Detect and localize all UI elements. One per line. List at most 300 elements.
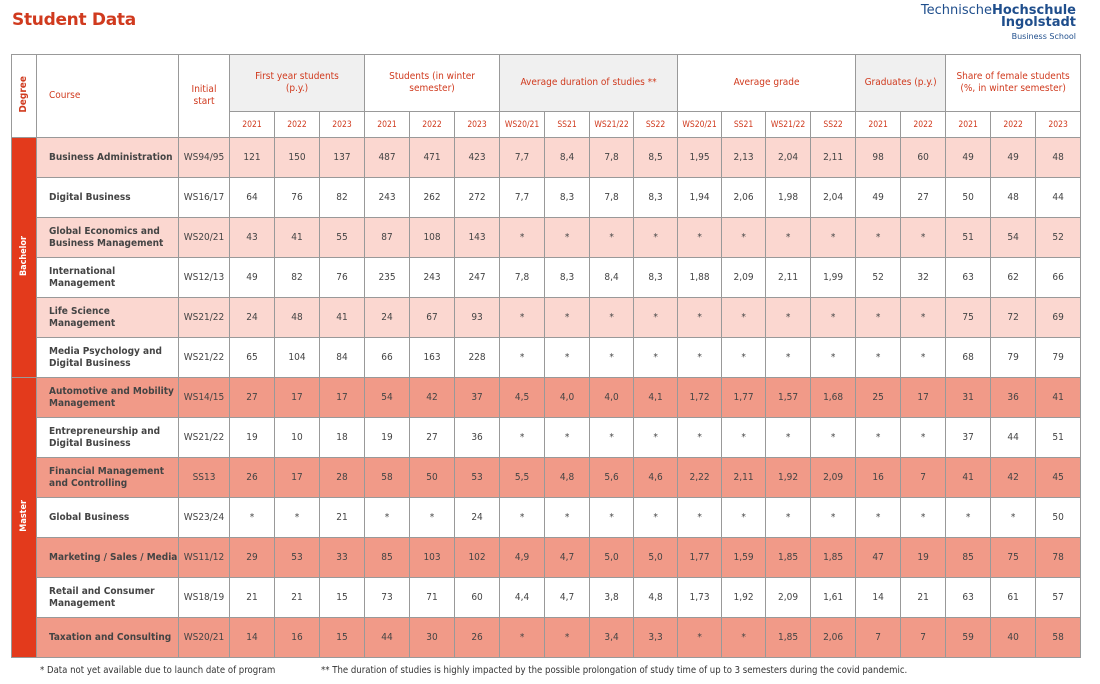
table-cell: 14 <box>230 618 275 658</box>
table-cell: * <box>811 338 856 378</box>
table-cell: 103 <box>410 538 455 578</box>
table-cell: 63 <box>946 578 991 618</box>
course-header: Course <box>37 55 179 138</box>
student-data-table <box>11 54 1081 658</box>
table-cell: 4,5 <box>500 378 545 418</box>
table-cell: 82 <box>275 258 320 298</box>
table-cell: 7 <box>901 618 946 658</box>
table-cell: 36 <box>455 418 500 458</box>
subheader-graduates-0: 2021 <box>856 112 901 138</box>
table-cell: * <box>856 498 901 538</box>
table-cell: 45 <box>1036 458 1081 498</box>
table-cell: * <box>634 298 678 338</box>
table-row <box>12 258 1081 298</box>
table-cell: * <box>545 338 590 378</box>
table-cell: 150 <box>275 138 320 178</box>
table-cell: * <box>901 418 946 458</box>
table-cell: 8,4 <box>545 138 590 178</box>
table-cell: 72 <box>991 298 1036 338</box>
table-cell: 76 <box>275 178 320 218</box>
table-cell: 60 <box>901 138 946 178</box>
table-cell: 52 <box>856 258 901 298</box>
table-cell: 4,6 <box>634 458 678 498</box>
table-cell: 41 <box>275 218 320 258</box>
table-cell: * <box>590 498 634 538</box>
table-cell: * <box>590 418 634 458</box>
subheader-students-2: 2023 <box>455 112 500 138</box>
table-cell: 19 <box>230 418 275 458</box>
table-cell: 40 <box>991 618 1036 658</box>
table-cell: 8,4 <box>590 258 634 298</box>
table-cell: 15 <box>320 618 365 658</box>
table-cell: * <box>811 498 856 538</box>
initial-start: WS23/24 <box>179 498 230 538</box>
table-cell: * <box>678 618 722 658</box>
subheader-avg-grade-2: WS21/22 <box>766 112 811 138</box>
table-cell: 7,8 <box>590 138 634 178</box>
table-cell: 21 <box>230 578 275 618</box>
table-cell: * <box>766 218 811 258</box>
table-cell: 41 <box>320 298 365 338</box>
table-row <box>12 498 1081 538</box>
table-cell: 17 <box>275 458 320 498</box>
table-cell: * <box>856 338 901 378</box>
table-cell: * <box>545 418 590 458</box>
table-cell: 52 <box>1036 218 1081 258</box>
table-cell: 4,0 <box>590 378 634 418</box>
table-cell: 228 <box>455 338 500 378</box>
table-cell: 17 <box>275 378 320 418</box>
initial-start: WS20/21 <box>179 618 230 658</box>
table-cell: 42 <box>991 458 1036 498</box>
course-name: Taxation and Consulting <box>37 618 179 658</box>
initial-start-header: Initial start <box>179 55 230 138</box>
table-cell: 51 <box>1036 418 1081 458</box>
initial-start: WS16/17 <box>179 178 230 218</box>
table-cell: 44 <box>365 618 410 658</box>
table-cell: 75 <box>946 298 991 338</box>
table-cell: 2,11 <box>722 458 766 498</box>
table-cell: 1,85 <box>766 618 811 658</box>
subheader-avg-grade-1: SS21 <box>722 112 766 138</box>
table-cell: 60 <box>455 578 500 618</box>
table-cell: 1,68 <box>811 378 856 418</box>
table-cell: 3,3 <box>634 618 678 658</box>
table-cell: * <box>500 218 545 258</box>
table-cell: 26 <box>230 458 275 498</box>
table-cell: 2,09 <box>722 258 766 298</box>
table-cell: 49 <box>946 138 991 178</box>
table-cell: 7,8 <box>500 258 545 298</box>
table-cell: 471 <box>410 138 455 178</box>
table-cell: 5,5 <box>500 458 545 498</box>
table-cell: 65 <box>230 338 275 378</box>
table-cell: 54 <box>365 378 410 418</box>
subheader-avg-duration-1: SS21 <box>545 112 590 138</box>
table-cell: 27 <box>410 418 455 458</box>
table-cell: 1,85 <box>766 538 811 578</box>
table-cell: 104 <box>275 338 320 378</box>
table-cell: 8,3 <box>545 258 590 298</box>
table-cell: * <box>590 298 634 338</box>
table-cell: 4,8 <box>634 578 678 618</box>
table-cell: * <box>856 298 901 338</box>
initial-start: WS14/15 <box>179 378 230 418</box>
course-name: Automotive and Mobility Management <box>37 378 179 418</box>
avg-grade-header: Average grade <box>678 55 856 112</box>
page-title: Student Data <box>12 10 136 30</box>
table-cell: 243 <box>410 258 455 298</box>
table-cell: * <box>811 418 856 458</box>
table-cell: 3,4 <box>590 618 634 658</box>
table-cell: 59 <box>946 618 991 658</box>
table-cell: 75 <box>991 538 1036 578</box>
logo-text-hochschule: Hochschule <box>992 3 1076 18</box>
table-cell: * <box>856 218 901 258</box>
table-cell: * <box>811 298 856 338</box>
table-cell: * <box>766 298 811 338</box>
table-cell: * <box>500 498 545 538</box>
table-cell: 121 <box>230 138 275 178</box>
table-cell: 37 <box>946 418 991 458</box>
table-cell: 4,7 <box>545 538 590 578</box>
table-cell: 33 <box>320 538 365 578</box>
table-cell: * <box>545 298 590 338</box>
table-cell: 108 <box>410 218 455 258</box>
table-cell: 48 <box>1036 138 1081 178</box>
table-cell: * <box>545 218 590 258</box>
table-cell: 27 <box>230 378 275 418</box>
subheader-female-share-2: 2023 <box>1036 112 1081 138</box>
table-cell: 66 <box>1036 258 1081 298</box>
table-cell: 93 <box>455 298 500 338</box>
table-cell: * <box>410 498 455 538</box>
table-cell: 2,11 <box>811 138 856 178</box>
university-logo <box>921 4 1076 43</box>
table-cell: 272 <box>455 178 500 218</box>
table-cell: * <box>678 338 722 378</box>
table-cell: 21 <box>320 498 365 538</box>
table-cell: * <box>678 418 722 458</box>
logo-text-technische: Technische <box>920 3 992 18</box>
table-cell: * <box>946 498 991 538</box>
table-row <box>12 218 1081 258</box>
table-cell: 1,72 <box>678 378 722 418</box>
table-cell: 2,06 <box>811 618 856 658</box>
initial-start: WS21/22 <box>179 338 230 378</box>
table-cell: 43 <box>230 218 275 258</box>
table-cell: 25 <box>856 378 901 418</box>
table-cell: 1,57 <box>766 378 811 418</box>
table-cell: 10 <box>275 418 320 458</box>
table-cell: 8,3 <box>634 178 678 218</box>
table-cell: 85 <box>365 538 410 578</box>
table-cell: 63 <box>946 258 991 298</box>
table-cell: 54 <box>991 218 1036 258</box>
table-cell: 1,92 <box>722 578 766 618</box>
table-cell: * <box>722 298 766 338</box>
table-cell: 67 <box>410 298 455 338</box>
table-cell: 8,3 <box>634 258 678 298</box>
table-cell: 2,11 <box>766 258 811 298</box>
table-cell: 30 <box>410 618 455 658</box>
table-cell: * <box>634 418 678 458</box>
table-cell: 28 <box>320 458 365 498</box>
table-cell: 1,94 <box>678 178 722 218</box>
table-cell: 21 <box>275 578 320 618</box>
subheader-avg-grade-3: SS22 <box>811 112 856 138</box>
table-cell: 1,61 <box>811 578 856 618</box>
table-cell: * <box>678 218 722 258</box>
degree-header: Degree <box>12 55 37 138</box>
table-cell: 235 <box>365 258 410 298</box>
course-name: International Management <box>37 258 179 298</box>
table-cell: 24 <box>365 298 410 338</box>
table-cell: 50 <box>410 458 455 498</box>
graduates-header: Graduates (p.y.) <box>856 55 946 112</box>
table-row <box>12 418 1081 458</box>
table-cell: 73 <box>365 578 410 618</box>
table-cell: 58 <box>365 458 410 498</box>
table-cell: 27 <box>901 178 946 218</box>
table-cell: 7,8 <box>590 178 634 218</box>
table-cell: 2,13 <box>722 138 766 178</box>
table-cell: 2,09 <box>766 578 811 618</box>
table-cell: 53 <box>275 538 320 578</box>
subheader-female-share-1: 2022 <box>991 112 1036 138</box>
table-cell: 423 <box>455 138 500 178</box>
table-cell: 47 <box>856 538 901 578</box>
table-cell: * <box>634 338 678 378</box>
subheader-students-0: 2021 <box>365 112 410 138</box>
table-cell: * <box>678 498 722 538</box>
table-cell: 44 <box>1036 178 1081 218</box>
table-cell: 50 <box>946 178 991 218</box>
table-row <box>12 178 1081 218</box>
table-cell: 49 <box>856 178 901 218</box>
course-name: Business Administration <box>37 138 179 178</box>
table-row <box>12 378 1081 418</box>
table-cell: 19 <box>901 538 946 578</box>
table-cell: * <box>634 218 678 258</box>
table-cell: 1,59 <box>722 538 766 578</box>
table-row <box>12 298 1081 338</box>
footnote-data-unavailable: * Data not yet available due to launch date of program <box>40 665 276 676</box>
table-cell: 5,0 <box>590 538 634 578</box>
table-cell: 1,88 <box>678 258 722 298</box>
table-cell: * <box>722 618 766 658</box>
table-cell: 79 <box>991 338 1036 378</box>
table-cell: 2,09 <box>811 458 856 498</box>
initial-start: WS21/22 <box>179 418 230 458</box>
table-cell: 42 <box>410 378 455 418</box>
first-year-header: First year students (p.y.) <box>230 55 365 112</box>
table-cell: * <box>901 338 946 378</box>
subheader-avg-duration-3: SS22 <box>634 112 678 138</box>
table-cell: 82 <box>320 178 365 218</box>
table-cell: 64 <box>230 178 275 218</box>
subheader-graduates-1: 2022 <box>901 112 946 138</box>
table-cell: 137 <box>320 138 365 178</box>
initial-start: WS11/12 <box>179 538 230 578</box>
table-cell: 8,5 <box>634 138 678 178</box>
initial-start: WS18/19 <box>179 578 230 618</box>
table-cell: 48 <box>991 178 1036 218</box>
table-cell: 14 <box>856 578 901 618</box>
table-cell: 24 <box>455 498 500 538</box>
table-cell: 3,8 <box>590 578 634 618</box>
table-cell: 29 <box>230 538 275 578</box>
table-cell: * <box>722 338 766 378</box>
table-cell: 51 <box>946 218 991 258</box>
course-name: Retail and Consumer Management <box>37 578 179 618</box>
table-cell: 102 <box>455 538 500 578</box>
table-cell: * <box>678 298 722 338</box>
table-cell: 79 <box>1036 338 1081 378</box>
table-cell: 78 <box>1036 538 1081 578</box>
table-cell: * <box>766 418 811 458</box>
table-cell: 5,0 <box>634 538 678 578</box>
table-cell: * <box>500 418 545 458</box>
logo-text-ingolstadt: Ingolstadt <box>1000 15 1076 30</box>
table-cell: * <box>634 498 678 538</box>
table-cell: 37 <box>455 378 500 418</box>
table-cell: 2,04 <box>811 178 856 218</box>
table-cell: 2,04 <box>766 138 811 178</box>
table-cell: 4,9 <box>500 538 545 578</box>
table-cell: * <box>766 338 811 378</box>
table-cell: 21 <box>901 578 946 618</box>
table-cell: * <box>901 498 946 538</box>
table-cell: 4,8 <box>545 458 590 498</box>
table-cell: 262 <box>410 178 455 218</box>
initial-start: SS13 <box>179 458 230 498</box>
table-cell: 85 <box>946 538 991 578</box>
table-cell: 1,73 <box>678 578 722 618</box>
initial-start: WS21/22 <box>179 298 230 338</box>
table-cell: 1,77 <box>678 538 722 578</box>
table-cell: * <box>722 218 766 258</box>
table-cell: * <box>811 218 856 258</box>
table-cell: 66 <box>365 338 410 378</box>
table-cell: 49 <box>230 258 275 298</box>
table-cell: 44 <box>991 418 1036 458</box>
initial-start: WS20/21 <box>179 218 230 258</box>
course-name: Financial Management and Controlling <box>37 458 179 498</box>
subheader-students-1: 2022 <box>410 112 455 138</box>
course-name: Global Business <box>37 498 179 538</box>
logo-text-business-school: Business School <box>1011 32 1076 41</box>
table-cell: * <box>590 338 634 378</box>
table-cell: 87 <box>365 218 410 258</box>
table-cell: 2,06 <box>722 178 766 218</box>
degree-label-bachelor: Bachelor <box>12 138 37 378</box>
table-cell: 1,77 <box>722 378 766 418</box>
table-cell: * <box>856 418 901 458</box>
table-cell: 48 <box>275 298 320 338</box>
subheader-first-year-1: 2022 <box>275 112 320 138</box>
degree-label-master: Master <box>12 378 37 658</box>
table-row <box>12 338 1081 378</box>
table-cell: 143 <box>455 218 500 258</box>
table-cell: 36 <box>991 378 1036 418</box>
table-cell: 71 <box>410 578 455 618</box>
subheader-first-year-2: 2023 <box>320 112 365 138</box>
subheader-avg-duration-2: WS21/22 <box>590 112 634 138</box>
table-cell: 32 <box>901 258 946 298</box>
table-cell: 84 <box>320 338 365 378</box>
avg-duration-header: Average duration of studies ** <box>500 55 678 112</box>
table-row <box>12 138 1081 178</box>
table-cell: 31 <box>946 378 991 418</box>
initial-start: WS12/13 <box>179 258 230 298</box>
table-row <box>12 578 1081 618</box>
students-header: Students (in winter semester) <box>365 55 500 112</box>
table-cell: 61 <box>991 578 1036 618</box>
table-cell: 15 <box>320 578 365 618</box>
table-cell: 1,92 <box>766 458 811 498</box>
table-cell: 49 <box>991 138 1036 178</box>
subheader-first-year-0: 2021 <box>230 112 275 138</box>
table-cell: * <box>901 218 946 258</box>
table-cell: 53 <box>455 458 500 498</box>
table-cell: 487 <box>365 138 410 178</box>
table-cell: 69 <box>1036 298 1081 338</box>
table-cell: 17 <box>320 378 365 418</box>
table-cell: 24 <box>230 298 275 338</box>
table-cell: 7,7 <box>500 138 545 178</box>
table-cell: * <box>901 298 946 338</box>
table-cell: 1,98 <box>766 178 811 218</box>
table-cell: 17 <box>901 378 946 418</box>
table-cell: 19 <box>365 418 410 458</box>
table-cell: * <box>500 618 545 658</box>
table-cell: * <box>545 618 590 658</box>
table-cell: 26 <box>455 618 500 658</box>
table-cell: 4,7 <box>545 578 590 618</box>
table-cell: * <box>722 418 766 458</box>
table-row <box>12 458 1081 498</box>
table-cell: 1,95 <box>678 138 722 178</box>
table-cell: 68 <box>946 338 991 378</box>
table-cell: 41 <box>1036 378 1081 418</box>
table-cell: * <box>275 498 320 538</box>
table-cell: 18 <box>320 418 365 458</box>
course-name: Marketing / Sales / Media <box>37 538 179 578</box>
table-cell: 16 <box>856 458 901 498</box>
female-share-header: Share of female students (%, in winter semester) <box>946 55 1081 112</box>
table-cell: * <box>500 298 545 338</box>
table-cell: 4,4 <box>500 578 545 618</box>
table-cell: 2,22 <box>678 458 722 498</box>
subheader-female-share-0: 2021 <box>946 112 991 138</box>
table-row <box>12 538 1081 578</box>
footnote-covid: ** The duration of studies is highly impacted by the possible prolongation of study time of up to 3 semesters during the covid pandemic. <box>321 665 908 676</box>
table-cell: 55 <box>320 218 365 258</box>
table-cell: 16 <box>275 618 320 658</box>
course-name: Life Science Management <box>37 298 179 338</box>
table-cell: * <box>590 218 634 258</box>
subheader-avg-grade-0: WS20/21 <box>678 112 722 138</box>
table-cell: * <box>365 498 410 538</box>
table-cell: 8,3 <box>545 178 590 218</box>
table-cell: * <box>545 498 590 538</box>
table-cell: * <box>991 498 1036 538</box>
table-cell: 57 <box>1036 578 1081 618</box>
table-cell: 1,99 <box>811 258 856 298</box>
subheader-avg-duration-0: WS20/21 <box>500 112 545 138</box>
course-name: Media Psychology and Digital Business <box>37 338 179 378</box>
